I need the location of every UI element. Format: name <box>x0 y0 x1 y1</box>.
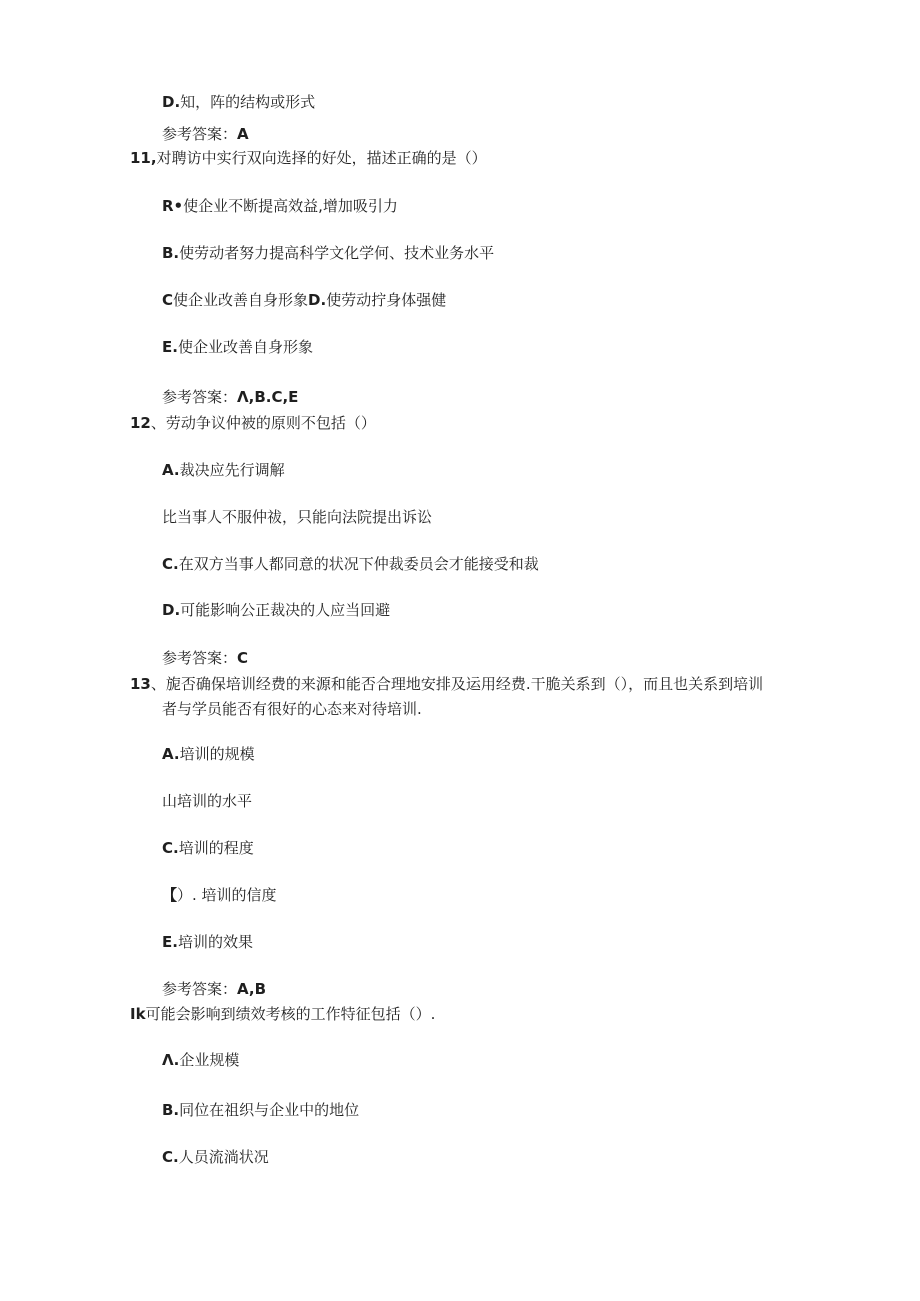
option-d-q13 <box>162 885 277 905</box>
answer-q11 <box>162 387 298 407</box>
option-c-q12 <box>162 554 539 574</box>
option-text: 同位在祖织与企业中的地位 <box>179 1101 360 1119</box>
option-d-q10 <box>162 92 315 112</box>
option-prefix: E. <box>162 338 178 356</box>
option-prefix: R• <box>162 197 184 215</box>
option-prefix: Λ. <box>162 1051 180 1069</box>
question-text: 、旎否确保培训经费的来源和能否合理地安排及运用经费.干脆关系到（），而且也关系到培训 <box>150 675 764 693</box>
question-13 <box>130 674 763 694</box>
answer-q12 <box>162 648 248 668</box>
option-b-q14 <box>162 1100 359 1120</box>
option-text: 培训的规模 <box>179 745 255 763</box>
question-text: 、劳动争议仲被的原则不包括（） <box>150 414 376 432</box>
answer-value: Λ,B.C,E <box>237 388 299 406</box>
option-text: 裁决应先行调解 <box>179 461 285 479</box>
option-text-2: 使劳动拧身体强健 <box>326 291 447 309</box>
option-c-q14 <box>162 1147 269 1167</box>
option-prefix: A. <box>162 461 180 479</box>
answer-q13 <box>162 979 266 999</box>
option-text: 使企业不断提高效益,增加吸引力 <box>183 197 398 215</box>
option-prefix: 【 <box>162 886 178 904</box>
option-text: 可能影响公正裁决的人应当回避 <box>180 601 391 619</box>
option-text: 使企业改善自身形象 <box>173 291 309 309</box>
question-14 <box>130 1004 435 1024</box>
question-number: 11, <box>130 149 157 167</box>
option-text: 使劳动者努力提高科学文化学何、技术业务水平 <box>179 244 495 262</box>
option-text: 培训的效果 <box>177 933 253 951</box>
answer-value: C <box>237 649 249 667</box>
option-a-q13 <box>162 744 255 764</box>
answer-value: A,B <box>237 980 267 998</box>
option-e-q13 <box>162 932 253 952</box>
question-text: 者与学员能否有很好的心态来对待培训. <box>162 700 422 718</box>
option-text: 山培训的水平 <box>162 792 253 810</box>
option-text: ）. 培训的信度 <box>177 886 277 904</box>
option-prefix: C. <box>162 839 179 857</box>
question-text: 可能会影响到绩效考核的工作特征包括（）. <box>145 1005 436 1023</box>
option-text: 人员流淌状况 <box>178 1148 269 1166</box>
question-11 <box>130 148 487 168</box>
answer-label: 参考答案： <box>162 649 238 667</box>
option-text: 比当事人不服仲祓，只能向法院提出诉讼 <box>162 508 433 526</box>
answer-value: A <box>237 125 249 143</box>
option-a-q11 <box>162 196 398 216</box>
option-text: 知，阵的结构或形式 <box>180 93 316 111</box>
option-c-q13 <box>162 838 254 858</box>
question-number: 13 <box>130 675 151 693</box>
question-12 <box>130 413 376 433</box>
option-prefix: D. <box>162 93 181 111</box>
option-prefix: E. <box>162 933 178 951</box>
option-prefix: B. <box>162 244 180 262</box>
option-text: 使企业改善自身形象 <box>177 338 313 356</box>
option-text: 培训的程度 <box>178 839 254 857</box>
option-prefix: C. <box>162 1148 179 1166</box>
option-a-q12 <box>162 460 285 480</box>
option-b-q12 <box>162 507 432 527</box>
option-e-q11 <box>162 337 313 357</box>
option-d-q12 <box>162 600 390 620</box>
question-number: 12 <box>130 414 151 432</box>
option-prefix: C <box>162 291 174 309</box>
question-text: 对聘访中实行双向选择的好处，描述正确的是（） <box>156 149 487 167</box>
option-prefix: D. <box>162 601 181 619</box>
answer-q10 <box>162 124 249 144</box>
option-b-q11 <box>162 243 494 263</box>
option-prefix: A. <box>162 745 180 763</box>
answer-label: 参考答案： <box>162 980 238 998</box>
answer-label: 参考答案： <box>162 125 238 143</box>
option-prefix: C. <box>162 555 179 573</box>
question-number: Ik <box>130 1005 146 1023</box>
question-13-continued <box>162 699 422 719</box>
option-text: 在双方当事人都同意的状况下仲裁委员会才能接受和裁 <box>178 555 539 573</box>
option-prefix-2: D. <box>308 291 327 309</box>
option-text: 企业规模 <box>179 1051 240 1069</box>
option-prefix: B. <box>162 1101 180 1119</box>
option-b-q13 <box>162 791 252 811</box>
answer-label: 参考答案： <box>162 388 238 406</box>
option-a-q14 <box>162 1050 239 1070</box>
option-cd-q11 <box>162 290 446 310</box>
